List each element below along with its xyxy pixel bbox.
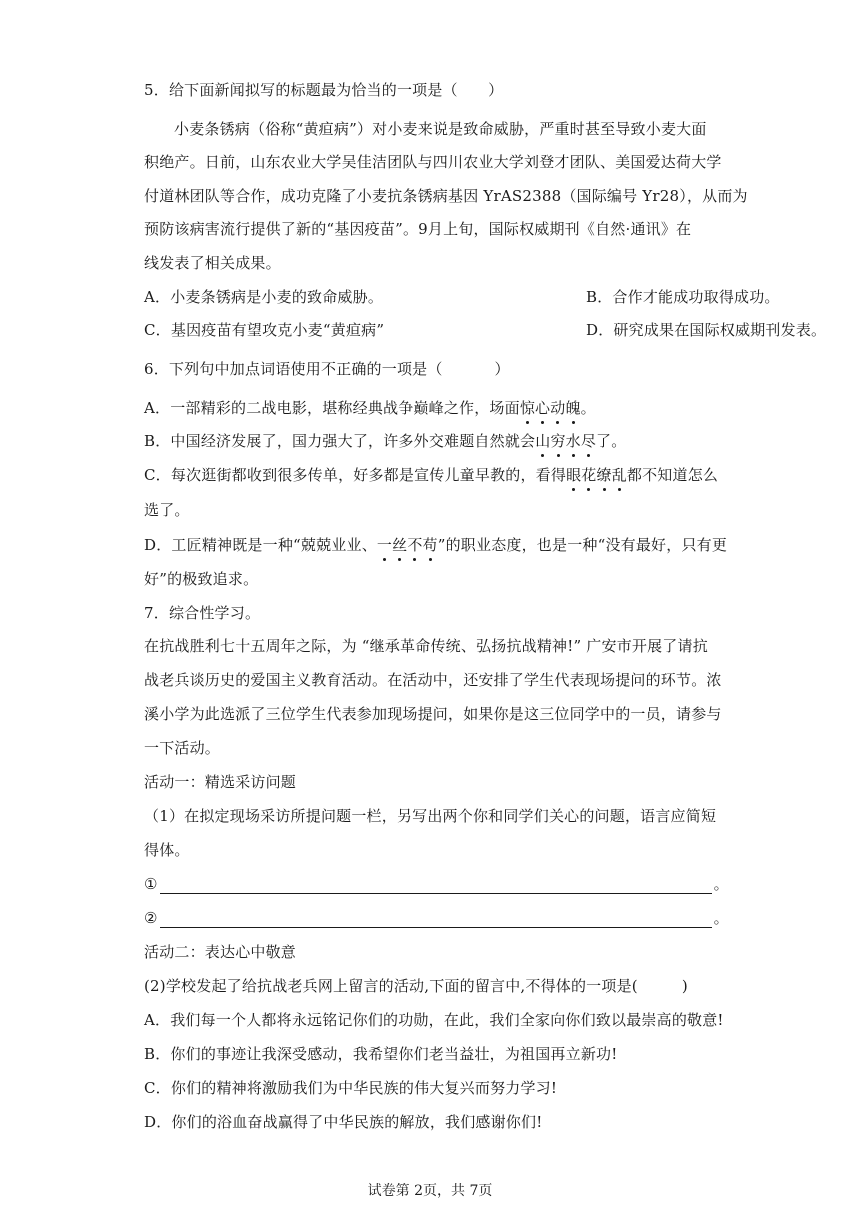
q6-stem-text: 6．下列句中加点词语使用不正确的一项是（: [144, 360, 443, 378]
q7-sub2-option-d: D．你们的浴血奋战赢得了中华民族的解放，我们感谢你们!: [144, 1113, 543, 1131]
q5-option-b: B．合作才能成功取得成功。: [586, 288, 780, 306]
q6-option-text: 。: [580, 399, 596, 417]
q6-option-c: [144, 465, 728, 485]
q7-intro-line: 一下活动。: [144, 739, 221, 757]
q7-intro-line: 在抗战胜利七十五周年之际，为 “继承革命传统、弘扬抗战精神!” 广安市开展了请抗: [144, 637, 708, 655]
dotted-char: 眼: [566, 466, 582, 484]
q6-stem: [144, 359, 728, 379]
q6-option-c-cont: 选了。: [144, 501, 190, 519]
q5-passage-line: 付道林团队等合作，成功克隆了小麦抗条锈病基因 YrAS2388（国际编号 Yr28），从而为: [144, 187, 748, 205]
dotted-char: 一: [376, 536, 393, 554]
q6-option-text: A．一部精彩的二战电影，堪称经典战争巅峰之作，场面: [144, 399, 520, 417]
q6-option-text: 了。: [596, 432, 627, 450]
q5-stem: 5．给下面新闻拟写的标题最为恰当的一项是（ ）: [144, 81, 504, 99]
dotted-char: 乱: [611, 466, 627, 484]
dotted-char: 花: [581, 466, 597, 484]
answer-line-2[interactable]: [144, 908, 728, 928]
activity-two-heading: 活动二：表达心中敬意: [144, 943, 297, 961]
q7-sub2-text: (2)学校发起了给抗战老兵网上留言的活动,下面的留言中,不得体的一项是(: [144, 977, 638, 995]
answer-blank-2[interactable]: [160, 913, 712, 928]
q5-options-row-2: [144, 320, 827, 340]
dotted-char: 穷: [550, 432, 566, 450]
q6-option-d-cont: 好”的极致追求。: [144, 570, 259, 588]
dotted-char: 丝: [392, 536, 408, 554]
q6-option-d: [144, 535, 728, 555]
q5-passage-line: 小麦条锈病（俗称“黄疸病”）对小麦来说是致命威胁，严重时甚至导致小麦大面: [174, 120, 707, 138]
dotted-char: 尽: [580, 432, 597, 450]
dotted-char: 惊: [519, 399, 536, 417]
q7-intro-line: 溪小学为此选派了三位学生代表参加现场提问，如果你是这三位同学中的一员，请参与: [144, 705, 722, 723]
dotted-char: 动: [550, 399, 566, 417]
q6-option-text: C．每次逛街都收到很多传单，好多都是宣传儿童早教的，看得: [144, 466, 567, 484]
dotted-char: 水: [565, 432, 581, 450]
answer-period: 。: [713, 875, 729, 893]
dotted-char: 缭: [596, 466, 612, 484]
page-footer: 试卷第 2页，共 7页: [367, 1183, 493, 1199]
dotted-char: 心: [535, 399, 551, 417]
q6-option-text: 都不知道怎么: [626, 466, 719, 484]
q6-option-text: D．工匠精神既是一种“兢兢业业、: [144, 536, 377, 554]
answer-line-1[interactable]: [144, 874, 728, 894]
q7-sub1-prompt-cont: 得体。: [144, 841, 190, 859]
dotted-char: 魄: [565, 399, 581, 417]
activity-one-heading: 活动一：精选采访问题: [144, 773, 297, 791]
q5-passage-line: 积绝产。日前，山东农业大学吴佳洁团队与四川农业大学刘登才团队、美国爱达荷大学: [144, 153, 722, 171]
q7-sub2-stem: [144, 976, 728, 996]
dotted-char: 不: [407, 536, 423, 554]
q5-options-row-1: [144, 287, 780, 307]
answer-period: 。: [713, 909, 729, 927]
q6-option-a: [144, 398, 728, 418]
q5-option-d: D．研究成果在国际权威期刊发表。: [586, 321, 827, 339]
dotted-char: 山: [535, 432, 551, 450]
q7-stem: 7．综合性学习。: [144, 604, 261, 622]
q5-passage-line: 线发表了相关成果。: [144, 254, 281, 272]
q5-option-a: A．小麦条锈病是小麦的致命威胁。: [144, 288, 384, 306]
answer-marker: ②: [144, 909, 158, 927]
q7-sub2-option-a: A．我们每一个人都将永远铭记你们的功勋，在此，我们全家向你们致以最崇高的敬意!: [144, 1011, 724, 1029]
q6-option-text: ”的职业态度，也是一种“没有最好，只有更: [437, 536, 728, 554]
answer-blank-1[interactable]: [160, 879, 712, 894]
q5-passage-line: 预防该病害流行提供了新的“基因疫苗”。9月上旬，国际权威期刊《自然·通讯》在: [144, 220, 692, 238]
q6-option-text: B．中国经济发展了，国力强大了，许多外交难题自然就会: [144, 432, 536, 450]
q7-sub1-prompt: （1）在拟定现场采访所提问题一栏，另写出两个你和同学们关心的问题，语言应简短: [144, 807, 717, 825]
q7-sub2-option-b: B．你们的事迹让我深受感动，我希望你们老当益壮，为祖国再立新功!: [144, 1045, 618, 1063]
q7-sub2-option-c: C．你们的精神将激励我们为中华民族的伟大复兴而努力学习!: [144, 1079, 558, 1097]
dotted-char: 苟: [422, 536, 438, 554]
q5-option-c: C．基因疫苗有望攻克小麦“黄疸病”: [144, 321, 385, 339]
q7-sub2-paren-close: ): [681, 977, 688, 995]
q6-option-b: [144, 431, 728, 451]
q6-stem-paren-close: ）: [494, 360, 510, 378]
answer-marker: ①: [144, 875, 158, 893]
q7-intro-line: 战老兵谈历史的爱国主义教育活动。在活动中，还安排了学生代表现场提问的环节。浓: [144, 671, 722, 689]
